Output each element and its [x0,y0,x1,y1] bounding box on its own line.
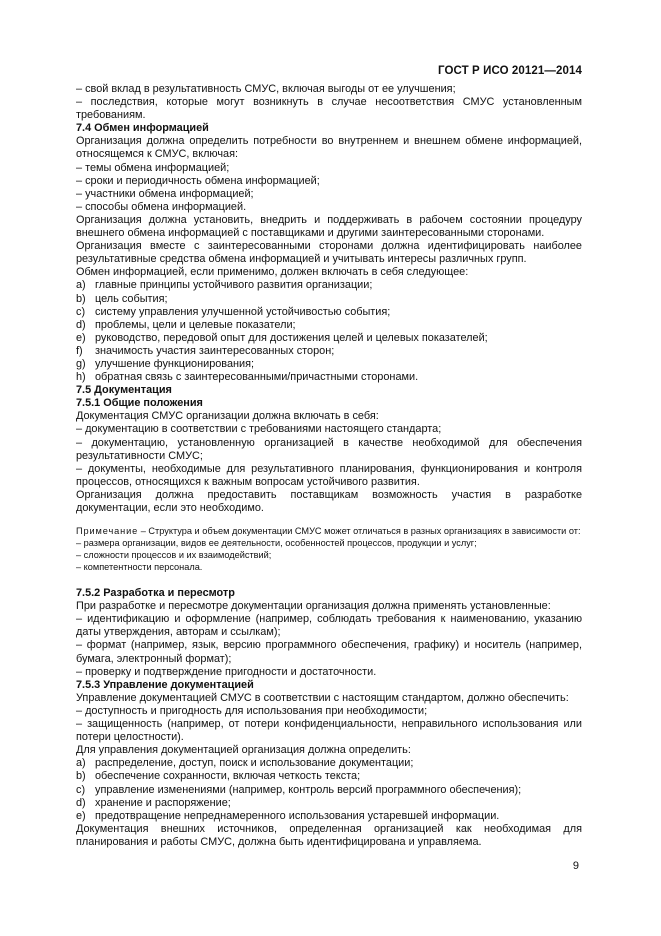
paragraph: Организация вместе с заинтересованными сторонами должна идентифицировать наиболее результативные средства обмена информацией и учитывать интересы различных групп. [76,240,582,266]
note [76,525,582,537]
list-item: a) распределение, доступ, поиск и использование документации; [76,757,414,770]
list-item: c) систему управления улучшенной устойчивостью события; [76,305,391,318]
bullet-line: – доступность и пригодность для использования при необходимости; [76,704,428,717]
note-item: – размера организации, видов ее деятельности, особенностей процессов, продукции и услуг; [76,538,477,549]
paragraph: Для управления документацией организация должна определить: [76,744,411,757]
bullet-line: – проверку и подтверждение пригодности и достаточности. [76,665,377,678]
section-heading-7-5-2: 7.5.2 Разработка и пересмотр [76,587,235,600]
paragraph: Организация должна предоставить поставщикам возможность участия в разработке документации, если это необходимо. [76,488,582,514]
page-number: 9 [572,860,579,872]
bullet-line: – идентификацию и оформление (например, соблюдать требования к наименованию, указанию даты утверждения, авторам и ссылкам); [76,613,582,639]
paragraph: Организация должна установить, внедрить и поддерживать в рабочем состоянии процедуру внешнего обмена информацией с поставщиками и другими заинтересованными сторонами. [76,213,582,240]
bullet-line: – участники обмена информацией; [76,187,254,200]
list-item: d) проблемы, цели и целевые показатели; [76,318,296,331]
bullet-line: – сроки и периодичность обмена информацией; [76,174,320,187]
section-heading-7-4: 7.4 Обмен информацией [76,122,209,135]
paragraph: Обмен информацией, если применимо, должен включать в себя следующее: [76,266,469,279]
list-item: b) цель события; [76,292,168,305]
list-item: h) обратная связь с заинтересованными/причастными сторонами. [76,371,419,384]
list-item: g) улучшение функционирования; [76,357,255,370]
list-item: e) предотвращение непреднамеренного использования устаревшей информации. [76,809,500,822]
bullet-line: – последствия, которые могут возникнуть в случае несоответствия СМУС установленным требованиям. [76,96,582,122]
paragraph: Организация должна определить потребности во внутреннем и внешнем обмене информацией, относящемся к СМУС, включая: [76,135,582,161]
note-item: – компетентности персонала. [76,562,203,573]
bullet-line: – документацию в соответствии с требованиями настоящего стандарта; [76,423,442,436]
list-item: e) руководство, передовой опыт для достижения целей и целевых показателей; [76,331,488,344]
list-item: a) главные принципы устойчивого развития организации; [76,279,373,292]
bullet-line: – темы обмена информацией; [76,161,230,174]
list-item: b) обеспечение сохранности, включая четкость текста; [76,770,361,783]
bullet-line: – свой вклад в результативность СМУС, включая выгоды от ее улучшения; [76,83,456,95]
section-heading-7-5: 7.5 Документация [76,384,172,397]
bullet-line: – способы обмена информацией. [76,200,247,213]
bullet-line: – документы, необходимые для результативного планирования, функционирования и контроля процессов, относящихся к важным вопросам устойчивого развития. [76,462,582,488]
standard-header: ГОСТ Р ИСО 20121—2014 [437,65,582,77]
section-heading-7-5-1: 7.5.1 Общие положения [76,397,203,410]
list-item: f) значимость участия заинтересованных сторон; [76,344,335,357]
note-item: – сложности процессов и их взаимодействий; [76,550,272,561]
note-label: Примечание [76,526,139,537]
list-item: c) управление изменениями (например, контроль версий программного обеспечения); [76,783,522,796]
paragraph: Управление документацией СМУС в соответствии с настоящим стандартом, должно обеспечить: [76,691,569,704]
section-heading-7-5-3: 7.5.3 Управление документацией [76,678,254,691]
paragraph: При разработке и пересмотре документации организация должна применять установленные: [76,600,551,613]
page-content [76,83,582,849]
paragraph: Документация СМУС организации должна включать в себя: [76,410,379,423]
note-text: – Структура и объем документации СМУС может отличаться в разных организациях в зависимости от: [138,526,581,537]
list-item: d) хранение и распоряжение; [76,796,231,809]
paragraph: Документация внешних источников, определенная организацией как необходимая для планирования и работы СМУС, должна быть идентифицирована и управляема. [76,822,582,848]
bullet-line: – документацию, установленную организацией в качестве необходимой для обеспечения результативности СМУС; [76,436,582,462]
bullet-line: – формат (например, язык, версию программного обеспечения, графику) и носитель (например, бумага, электронный формат); [76,639,582,665]
bullet-line: – защищенность (например, от потери конфиденциальности, неправильного использования или потери целостности). [76,718,582,744]
